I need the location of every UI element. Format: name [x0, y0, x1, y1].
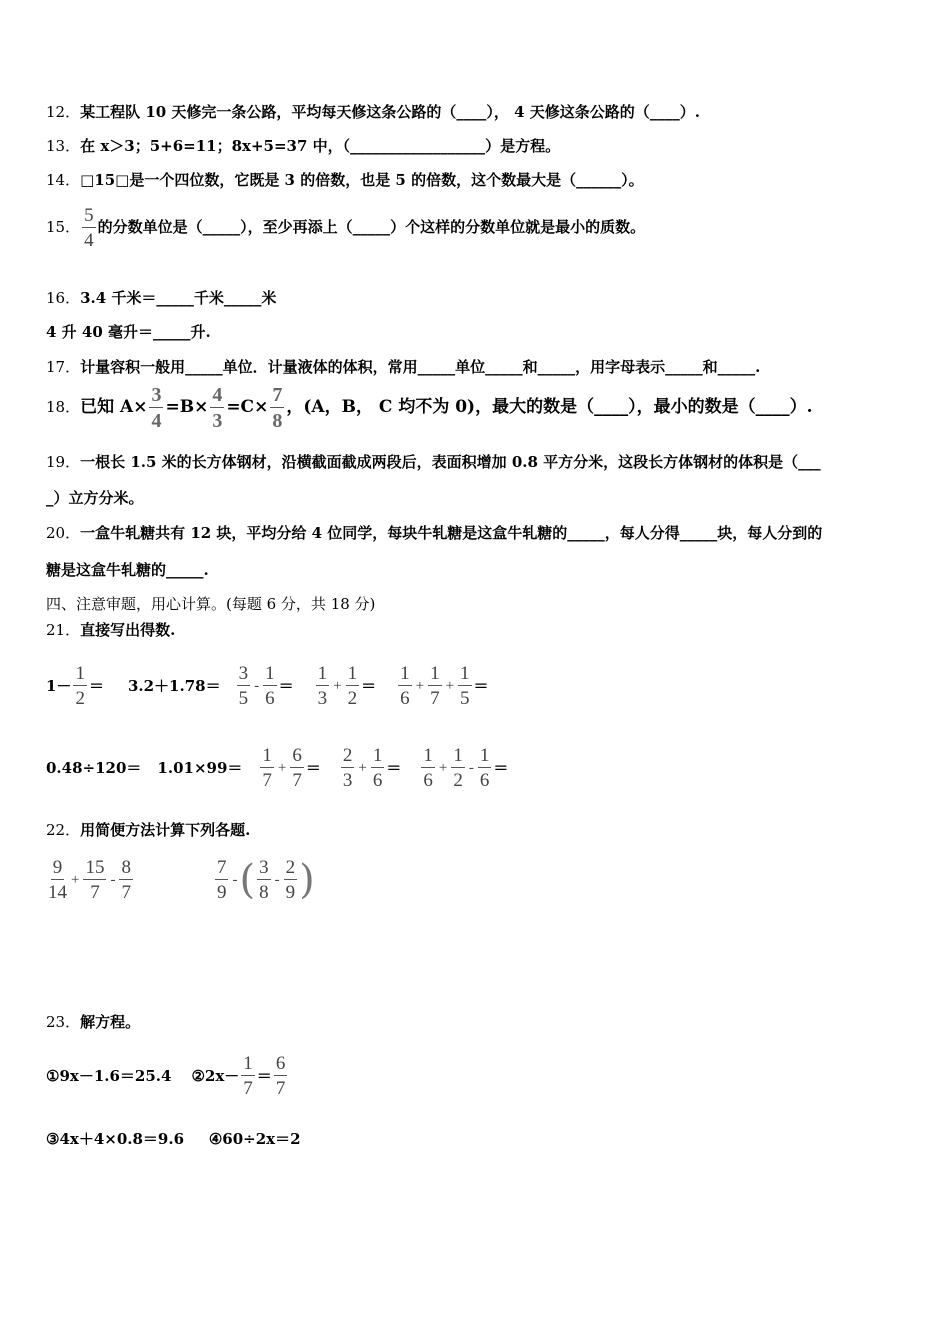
- fraction: $\frac{1}{7}$: [243, 1053, 253, 1099]
- q23-row-2: [46, 1129, 301, 1149]
- fraction: $\frac{3}{4}$: [151, 383, 162, 432]
- operator: +: [438, 760, 448, 776]
- equation-1: ①9x－1.6＝25.4: [46, 1067, 172, 1085]
- operator: -: [274, 872, 280, 888]
- question-12: 12．某工程队 10 天修完一条公路，平均每天修这条公路的（____）， 4 天修这条公路的（____）.: [46, 103, 701, 121]
- equals-sign: ＝: [361, 677, 377, 695]
- question-22: 22．用简便方法计算下列各题.: [46, 821, 251, 839]
- operator: -: [468, 760, 474, 776]
- q22-expressions: [46, 852, 315, 908]
- fraction: $\frac{1}{6}$: [423, 745, 433, 791]
- fraction: $\frac{1}{2}$: [347, 663, 358, 709]
- fraction: $\frac{6}{7}$: [292, 745, 302, 791]
- q21-expr-h: [258, 746, 320, 790]
- fraction: $\frac{2}{3}$: [342, 745, 353, 791]
- fraction: $\frac{3}{8}$: [259, 857, 269, 903]
- question-16-line2: 4 升 40 毫升＝_____升.: [46, 323, 211, 341]
- fraction: $\frac{7}{9}$: [216, 857, 227, 903]
- fraction: $\frac{2}{9}$: [285, 857, 296, 903]
- fraction: $\frac{7}{8}$: [272, 383, 283, 432]
- q21-row-2: [46, 736, 508, 800]
- question-17: 17．计量容积一般用_____单位．计量液体的体积，常用_____单位_____和_____，用字母表示_____和_____.: [46, 358, 761, 376]
- operator: +: [277, 760, 287, 776]
- q21-expr-e: [396, 664, 488, 708]
- operator: +: [445, 678, 455, 694]
- fraction: $\frac{8}{7}$: [121, 857, 131, 903]
- equals-sign: ＝: [278, 677, 294, 695]
- q22-inner: [255, 858, 299, 902]
- operator: -: [110, 872, 116, 888]
- q21-expr-i: [339, 746, 401, 790]
- operator: -: [254, 678, 260, 694]
- operator: +: [71, 872, 80, 888]
- question-14: 14．□15□是一个四位数，它既是 3 的倍数，也是 5 的倍数，这个数最大是（______）。: [46, 171, 644, 189]
- q23-row-1: [46, 1044, 289, 1108]
- equation-3: ③4x＋4×0.8＝9.6: [46, 1130, 185, 1148]
- operator: +: [333, 678, 342, 694]
- fraction: $\frac{1}{6}$: [479, 745, 490, 791]
- fraction: $\frac{3}{5}$: [238, 663, 249, 709]
- equals-sign: ＝: [493, 759, 509, 777]
- question-20: 20．一盒牛轧糖共有 12 块，平均分给 4 位同学，每块牛轧糖是这盒牛轧糖的_____，每人分得_____块，每人分到的: [46, 524, 823, 542]
- fraction: $\frac{1}{6}$: [265, 663, 275, 709]
- fraction: $\frac{6}{7}$: [275, 1053, 286, 1099]
- question-21: 21．直接写出得数.: [46, 621, 176, 639]
- q21-expr-c: [235, 664, 294, 708]
- question-16: 16．3.4 千米＝_____千米_____米: [46, 289, 277, 307]
- fraction: $\frac{1}{2}$: [453, 745, 463, 791]
- equation-2: ②2x－ $\frac{1}{7}$ ＝ $\frac{6}{7}$: [191, 1053, 286, 1099]
- equation-4: ④60÷2x＝2: [208, 1130, 301, 1148]
- fraction: $\frac{4}{3}$: [212, 383, 223, 432]
- equals-sign: ＝: [473, 677, 489, 695]
- fraction: $\frac{1}{7}$: [430, 663, 440, 709]
- operator: +: [415, 678, 425, 694]
- q21-expr-j: [419, 746, 508, 790]
- fraction: $\frac{1}{6}$: [400, 663, 410, 709]
- question-20-line2: 糖是这盒牛轧糖的_____.: [46, 561, 209, 579]
- section-4-title: 四、注意审题，用心计算。(每题 6 分，共 18 分): [46, 595, 376, 613]
- fraction: $\frac{1}{5}$: [460, 663, 470, 709]
- q21-expr-b: 3.2＋1.78＝: [127, 677, 221, 695]
- q21-expr-f: 0.48÷120＝: [46, 759, 142, 777]
- q22-expr-2: $\frac{7}{9}$ - ( $\frac{3}{8}$ - $\frac{2}{9}$ ): [216, 857, 315, 903]
- q21-row-1: [46, 654, 489, 718]
- fraction: $\frac{9}{14}$: [48, 857, 67, 903]
- fraction: $\frac{1}{3}$: [317, 663, 328, 709]
- fraction: $\frac{1}{7}$: [262, 745, 272, 791]
- question-23: 23．解方程。: [46, 1013, 141, 1031]
- question-13: 13．在 x＞3；5+6=11；8x+5=37 中，（__________________）是方程。: [46, 137, 561, 155]
- operator: +: [358, 760, 367, 776]
- question-15: 15． $\frac{5}{4}$ 的分数单位是（_____），至少再添上（_____）个这样的分数单位就是最小的质数。: [46, 205, 646, 251]
- question-19: 19．一根长 1.5 米的长方体钢材，沿横截面截成两段后，表面积增加 0.8 平方分米，这段长方体钢材的体积是（___: [46, 453, 821, 471]
- q21-expr-g: 1.01×99＝: [157, 759, 243, 777]
- question-19-line2: _）立方分米。: [46, 489, 144, 507]
- fraction: $\frac{1}{2}$: [75, 663, 85, 709]
- question-18: 18．已知 A× $\frac{3}{4}$ =B× $\frac{4}{3}$ =C× $\frac{7}{8}$ ，(A，B， C 均不为 0)，最大的数是（____），最小的数是（____）.: [46, 383, 813, 432]
- fraction: $\frac{1}{6}$: [372, 745, 383, 791]
- fraction: $\frac{15}{7}$: [85, 857, 105, 903]
- fraction: $\frac{5}{4}$: [84, 205, 94, 251]
- q21-expr-a: 1－ $\frac{1}{2}$ ＝: [46, 663, 104, 709]
- q21-expr-d: [314, 664, 376, 708]
- equals-sign: ＝: [305, 759, 321, 777]
- equals-sign: ＝: [386, 759, 402, 777]
- q22-expr-1: [46, 858, 135, 902]
